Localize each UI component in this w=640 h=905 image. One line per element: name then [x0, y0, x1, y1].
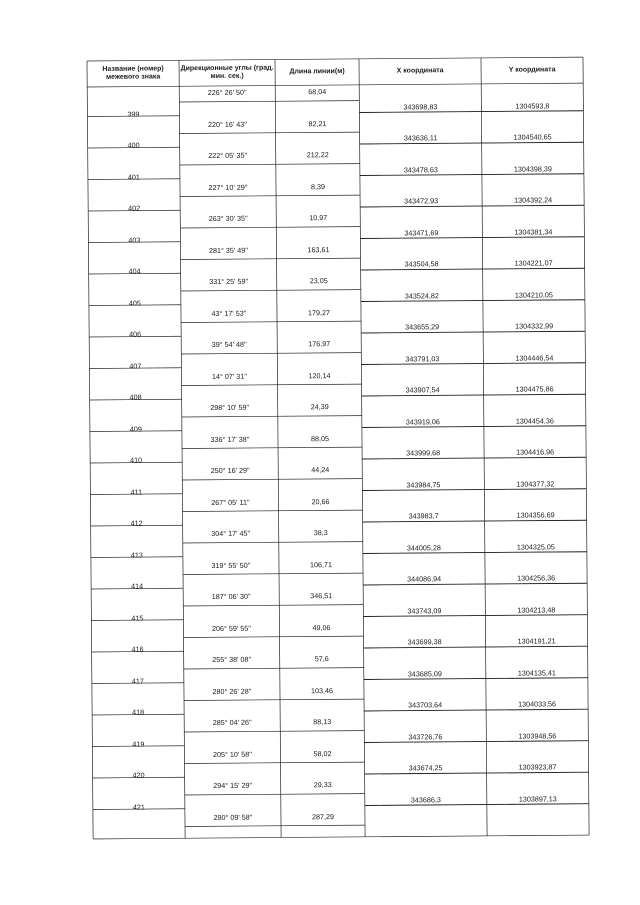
x-coordinate-cell: 343743,09 — [407, 605, 442, 616]
x-coordinate-cell: 344086,94 — [407, 574, 442, 584]
row-divider — [182, 479, 362, 480]
direction-angle-cell: 294° 15' 29'' — [213, 780, 253, 791]
direction-angle-cell: 298° 10' 59'' — [210, 402, 250, 413]
line-length-cell: 346,51 — [310, 591, 333, 601]
point-number-cell: 402 — [128, 203, 141, 213]
y-coordinate-cell: 1304593,8 — [515, 101, 550, 111]
x-coordinate-cell: 344005,28 — [406, 542, 441, 553]
row-divider — [181, 290, 361, 291]
line-length-cell: 103,46 — [310, 685, 333, 695]
row-divider — [182, 416, 362, 417]
y-coordinate-cell: 1304377,32 — [516, 479, 555, 489]
line-length-cell: 38,3 — [313, 528, 328, 538]
line-length-cell: 49,06 — [312, 622, 331, 632]
line-length-cell: 176,97 — [308, 339, 331, 349]
header-point-number: Название (номер) межевого знака — [102, 65, 164, 81]
row-divider — [181, 353, 361, 354]
header-line-length: Длина линии(м) — [289, 67, 345, 76]
point-number-cell: 405 — [128, 298, 141, 308]
row-divider — [185, 825, 365, 826]
direction-angle-cell: 336° 17' 38'' — [210, 434, 250, 444]
line-length-cell: 106,71 — [309, 559, 332, 569]
y-coordinate-cell: 1304356,69 — [516, 510, 555, 520]
y-coordinate-cell: 1304398,39 — [513, 164, 552, 174]
point-number-cell: 414 — [131, 581, 144, 591]
y-coordinate-cell: 1304256,36 — [517, 573, 556, 583]
direction-angle-cell: 263° 30' 35'' — [208, 213, 248, 224]
row-divider — [184, 699, 364, 700]
row-divider — [185, 762, 365, 763]
header-x-coordinate: X координата — [396, 67, 444, 75]
x-coordinate-cell: 343919,06 — [405, 416, 440, 427]
line-length-cell: 179,27 — [307, 307, 330, 317]
point-number-cell: 412 — [130, 518, 143, 528]
direction-angle-cell: 285° 04' 26'' — [212, 717, 252, 728]
boundary-coordinates-table — [87, 57, 589, 839]
point-number-cell: 406 — [129, 329, 142, 339]
y-coordinate-cell: 1304540,65 — [513, 132, 552, 142]
x-coordinate-cell: 343791,03 — [405, 353, 440, 364]
x-coordinate-cell: 343655,29 — [405, 322, 440, 332]
row-divider — [184, 636, 364, 637]
y-coordinate-cell: 1304325,05 — [516, 542, 555, 552]
point-number-cell: 411 — [130, 487, 143, 497]
point-number-cell: 408 — [129, 392, 142, 402]
table-border-bottom — [93, 835, 589, 839]
header-y-coordinate: Y координата — [508, 66, 556, 74]
x-coordinate-cell: 343686,3 — [410, 794, 441, 805]
x-coordinate-cell: 343726,76 — [408, 731, 443, 742]
point-number-cell: 403 — [128, 235, 141, 245]
row-divider — [183, 542, 363, 543]
direction-angle-cell: 205° 10' 58'' — [212, 749, 252, 759]
x-coordinate-cell: 343699,38 — [407, 637, 442, 647]
direction-angle-cell: 304° 17' 45'' — [211, 528, 251, 539]
line-length-cell: 24,39 — [310, 402, 329, 412]
row-divider — [180, 227, 360, 228]
y-coordinate-cell: 1304381,34 — [514, 227, 553, 237]
row-divider — [184, 668, 364, 669]
x-coordinate-cell: 343685,09 — [407, 668, 442, 679]
line-length-cell: 68,04 — [308, 87, 327, 97]
line-length-cell: 57,6 — [314, 654, 329, 664]
row-divider — [183, 573, 363, 574]
line-length-cell: 88,05 — [310, 433, 330, 443]
row-divider — [180, 132, 360, 133]
direction-angle-cell: 290° 09' 58'' — [213, 812, 253, 822]
direction-angle-cell: 227° 10' 29'' — [208, 182, 248, 192]
direction-angle-cell: 39° 54' 48'' — [211, 339, 247, 350]
line-length-cell: 23,05 — [309, 276, 328, 286]
line-length-cell: 120,14 — [308, 370, 331, 380]
row-divider — [182, 447, 362, 448]
y-coordinate-cell: 1304191,21 — [517, 636, 556, 646]
point-number-cell: 409 — [129, 424, 142, 434]
y-coordinate-cell: 1304221,07 — [514, 258, 553, 268]
line-length-cell: 88,13 — [313, 717, 332, 727]
y-coordinate-cell: 1304213,48 — [517, 605, 556, 615]
x-coordinate-cell: 343478,63 — [403, 164, 438, 175]
direction-angle-cell: 43° 17' 53'' — [211, 308, 247, 318]
row-divider — [181, 321, 361, 322]
x-coordinate-cell: 343674,25 — [408, 763, 443, 773]
point-number-cell: 416 — [131, 644, 144, 654]
direction-angle-cell: 280° 26' 28'' — [212, 686, 252, 696]
row-divider — [179, 101, 359, 102]
row-divider — [180, 164, 360, 165]
y-coordinate-cell: 1304416,96 — [516, 447, 555, 457]
direction-angle-cell: 226° 26' 50'' — [207, 87, 247, 98]
direction-angle-cell: 222° 05' 35'' — [208, 150, 248, 161]
x-coordinate-cell: 343703,64 — [408, 700, 443, 710]
row-divider — [183, 510, 363, 511]
x-coordinate-cell: 343472,93 — [404, 196, 439, 206]
direction-angle-cell: 220° 16' 43'' — [207, 119, 248, 129]
row-divider — [180, 195, 360, 196]
point-number-cell: 407 — [129, 361, 142, 371]
row-divider — [182, 384, 362, 385]
x-coordinate-cell: 343698,83 — [403, 101, 438, 112]
y-coordinate-cell: 1304135,41 — [517, 668, 556, 678]
line-length-cell: 287,29 — [311, 811, 334, 821]
y-coordinate-cell: 1304475,86 — [515, 384, 554, 394]
line-length-cell: 20,66 — [311, 496, 330, 506]
y-coordinate-cell: 1304446,54 — [515, 353, 554, 363]
line-length-cell: 29,33 — [313, 780, 332, 790]
point-number-cell: 420 — [132, 770, 145, 780]
point-number-cell: 410 — [130, 455, 143, 465]
point-number-cell: 415 — [131, 613, 144, 623]
direction-angle-cell: 331° 25' 59'' — [209, 276, 249, 287]
direction-angle-cell: 281° 35' 49'' — [208, 245, 249, 255]
row-divider — [181, 258, 361, 259]
x-coordinate-cell: 343471,69 — [404, 227, 439, 238]
row-divider — [185, 794, 365, 795]
y-coordinate-cell: 1303923,87 — [518, 762, 557, 772]
line-length-cell: 58,02 — [313, 748, 332, 758]
line-length-cell: 44,24 — [311, 465, 330, 475]
direction-angle-cell: 187° 06' 30'' — [211, 591, 251, 602]
x-coordinate-cell: 343999,68 — [406, 448, 441, 458]
line-length-cell: 163,61 — [307, 244, 330, 254]
x-coordinate-cell: 343984,75 — [406, 479, 441, 490]
direction-angle-cell: 206° 59' 55'' — [211, 623, 251, 633]
direction-angle-cell: 267° 05' 11'' — [211, 497, 250, 507]
header-direction-angle: Дирекционные углы (град. мин. сек.) — [180, 64, 274, 81]
point-number-cell: 404 — [128, 266, 141, 276]
y-coordinate-cell: 1304210,05 — [514, 290, 553, 300]
x-coordinate-cell: 343636,11 — [403, 133, 438, 143]
x-coordinate-cell: 343983,7 — [408, 511, 439, 521]
x-coordinate-cell: 343907,54 — [405, 385, 440, 395]
direction-angle-cell: 14° 07' 31'' — [211, 371, 247, 381]
y-coordinate-cell: 1304033,56 — [518, 699, 557, 709]
point-number-cell: 413 — [130, 550, 143, 560]
row-divider — [184, 731, 364, 732]
line-length-cell: 8,39 — [310, 181, 326, 191]
line-length-cell: 10,97 — [309, 213, 328, 223]
direction-angle-cell: 250° 16' 29'' — [210, 465, 250, 476]
y-coordinate-cell: 1304392,24 — [514, 195, 553, 205]
y-coordinate-cell: 1304454,36 — [515, 416, 554, 426]
point-number-cell: 418 — [132, 707, 145, 717]
point-number-cell: 399 — [127, 109, 140, 119]
point-number-cell: 401 — [127, 172, 140, 182]
y-coordinate-cell: 1304332,99 — [515, 321, 554, 331]
line-length-cell: 82,21 — [308, 118, 327, 128]
direction-angle-cell: 255° 38' 08'' — [212, 654, 252, 665]
x-coordinate-cell: 343524,82 — [404, 290, 439, 301]
point-number-cell: 400 — [127, 140, 140, 150]
y-coordinate-cell: 1303897,13 — [518, 794, 557, 804]
direction-angle-cell: 319° 55' 50'' — [211, 560, 251, 570]
point-number-cell: 417 — [131, 676, 144, 686]
point-number-cell: 421 — [132, 802, 145, 812]
point-number-cell: 419 — [132, 739, 145, 749]
x-coordinate-cell: 343504,58 — [404, 259, 439, 269]
y-coordinate-cell: 1303948,56 — [518, 731, 557, 741]
line-length-cell: 212,22 — [306, 150, 329, 160]
row-divider — [183, 605, 363, 606]
